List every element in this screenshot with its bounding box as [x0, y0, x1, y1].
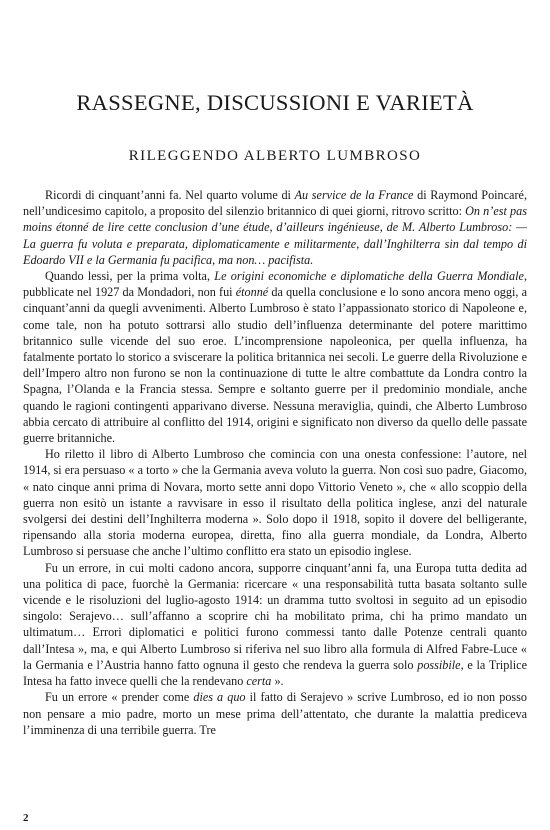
- text-run: Fu un errore « prender come: [45, 690, 194, 705]
- italic-text: dies a quo: [193, 690, 246, 705]
- article-title: RILEGGENDO ALBERTO LUMBROSO: [128, 148, 422, 164]
- text-run: Quando lessi, per la prima volta,: [45, 269, 215, 284]
- paragraph: [23, 446, 527, 559]
- text-run: Ricordi di cinquant’anni fa. Nel quarto volume di: [45, 188, 295, 202]
- text-run: Fu un errore, in cui molti cadono ancora, supporre cinquant’anni fa, una Europa tutta dedita ad una politica di pace, fuorchè la Germania: ricercare « una responsabilità tutta basata soltanto sulle vicende e le risoluzioni del luglio-agosto 1914: un dramma tutto svoltosi in seguito ad un episodio singolo: Serajevo… sull’affanno a scoprire chi ha mobilitato prima, chi ha primo mandato un ultimatum… Errori diplomatici e politici furono commessi tanto dalle Potenze centrali quanto dall’Intesa », ma, e qui Alberto Lumbroso si riferiva nel suo libro alla formula di Alfred Fabre-Luce « la Germania e l’Austria hanno fatto ognuna il gesto che rendeva la guerra solo: [23, 560, 527, 672]
- section-title: RASSEGNE, DISCUSSIONI E VARIETÀ: [76, 90, 474, 115]
- paragraph: [23, 268, 527, 446]
- paragraph: [23, 689, 527, 738]
- paragraph: [23, 560, 527, 690]
- italic-text: certa: [246, 674, 272, 689]
- text-run: da quella conclusione e lo sono ancora meno oggi, a cinquant’anni da quegli avvenimenti. Alberto Lumbroso è stato l’appassionato storico di Napoleone e, come tale, non ha potuto sottrarsi allo studio dell’influenza determinante del potere marittimo britannico sulle vicende del suo eroe. L’incomprensione napoleonica, per quella influenza, ha fatalmente portato lo storico a sviscerare la politica britannica nei secoli. Le guerre della Rivoluzione e dell’Impero altro non furono se non la continuazione di tutte le altre combattute da Londra contro la Spagna, l’Olanda e la Francia stessa. Sempre e soltanto guerre per il predominio mondiale, anche quando le ragioni contingenti apparivano diverse. Nessuna meraviglia, quindi, che Alberto Lumbroso abbia cercato di attribuire al conflitto del 1914, origini e significato non diverso da quello delle passate guerre britanniche.: [23, 285, 527, 446]
- italic-text: Au service de la France: [294, 188, 414, 202]
- text-run: ».: [271, 674, 284, 689]
- article-body: [23, 187, 527, 738]
- italic-text: étonné: [235, 285, 269, 300]
- text-run: di Raymond Poincaré, nell’undicesimo capitolo, a proposito del silenzio britannico di quei giorni, ritrovo scritto:: [23, 188, 527, 219]
- italic-text: On n’est pas moins étonné de lire cette conclusion d’une étude, d’ailleurs ingénieuse, de M. Alberto Lumbroso: — La guerra fu voluta e preparata, diplomaticamente e militarmente, dall’Inghilterra sin dal tempo di Edoardo VII e la Germania fu pacifica, ma non… pacifista.: [23, 204, 527, 267]
- italic-text: Le origini economiche e diplomatiche della Guerra Mondiale: [214, 269, 524, 284]
- text-run: , e la Triplice Intesa ha fatto invece quelli che la rendevano: [23, 657, 527, 689]
- text-run: il fatto di Serajevo » scrive Lumbroso, ed io non posso non pensare a mio padre, morto un mese prima dell’attentato, che durante la malattia prediceva l’imminenza di una terribile guerra. Tre: [23, 690, 527, 737]
- text-run: Ho riletto il libro di Alberto Lumbroso che comincia con una onesta confessione: l’autore, nel 1914, si era persuaso « a torto » che la Germania aveva voluto la guerra. Non così suo padre, Giacomo, « nato cinque anni prima di Novara, morto sette anni dopo Vittorio Veneto », che « allo scoppio della guerra non esitò un istante a ravvisare in esso il risultato della politica inglese, anzi del naturale svolgersi dei destini dell’Inghilterra moderna ». Solo dopo il 1918, sopito il dovere del belligerante, ripensando alla storia moderna europea, diretta, fino alla guerra mondiale, da Londra, Alberto Lumbroso si persuase che anche l’ultimo conflitto era stato un episodio inglese.: [23, 447, 527, 559]
- page-number: 2: [23, 812, 29, 824]
- paragraph: [23, 187, 527, 268]
- text-run: , pubblicate nel 1927 da Mondadori, non fui: [23, 269, 527, 300]
- italic-text: possibile: [417, 657, 461, 672]
